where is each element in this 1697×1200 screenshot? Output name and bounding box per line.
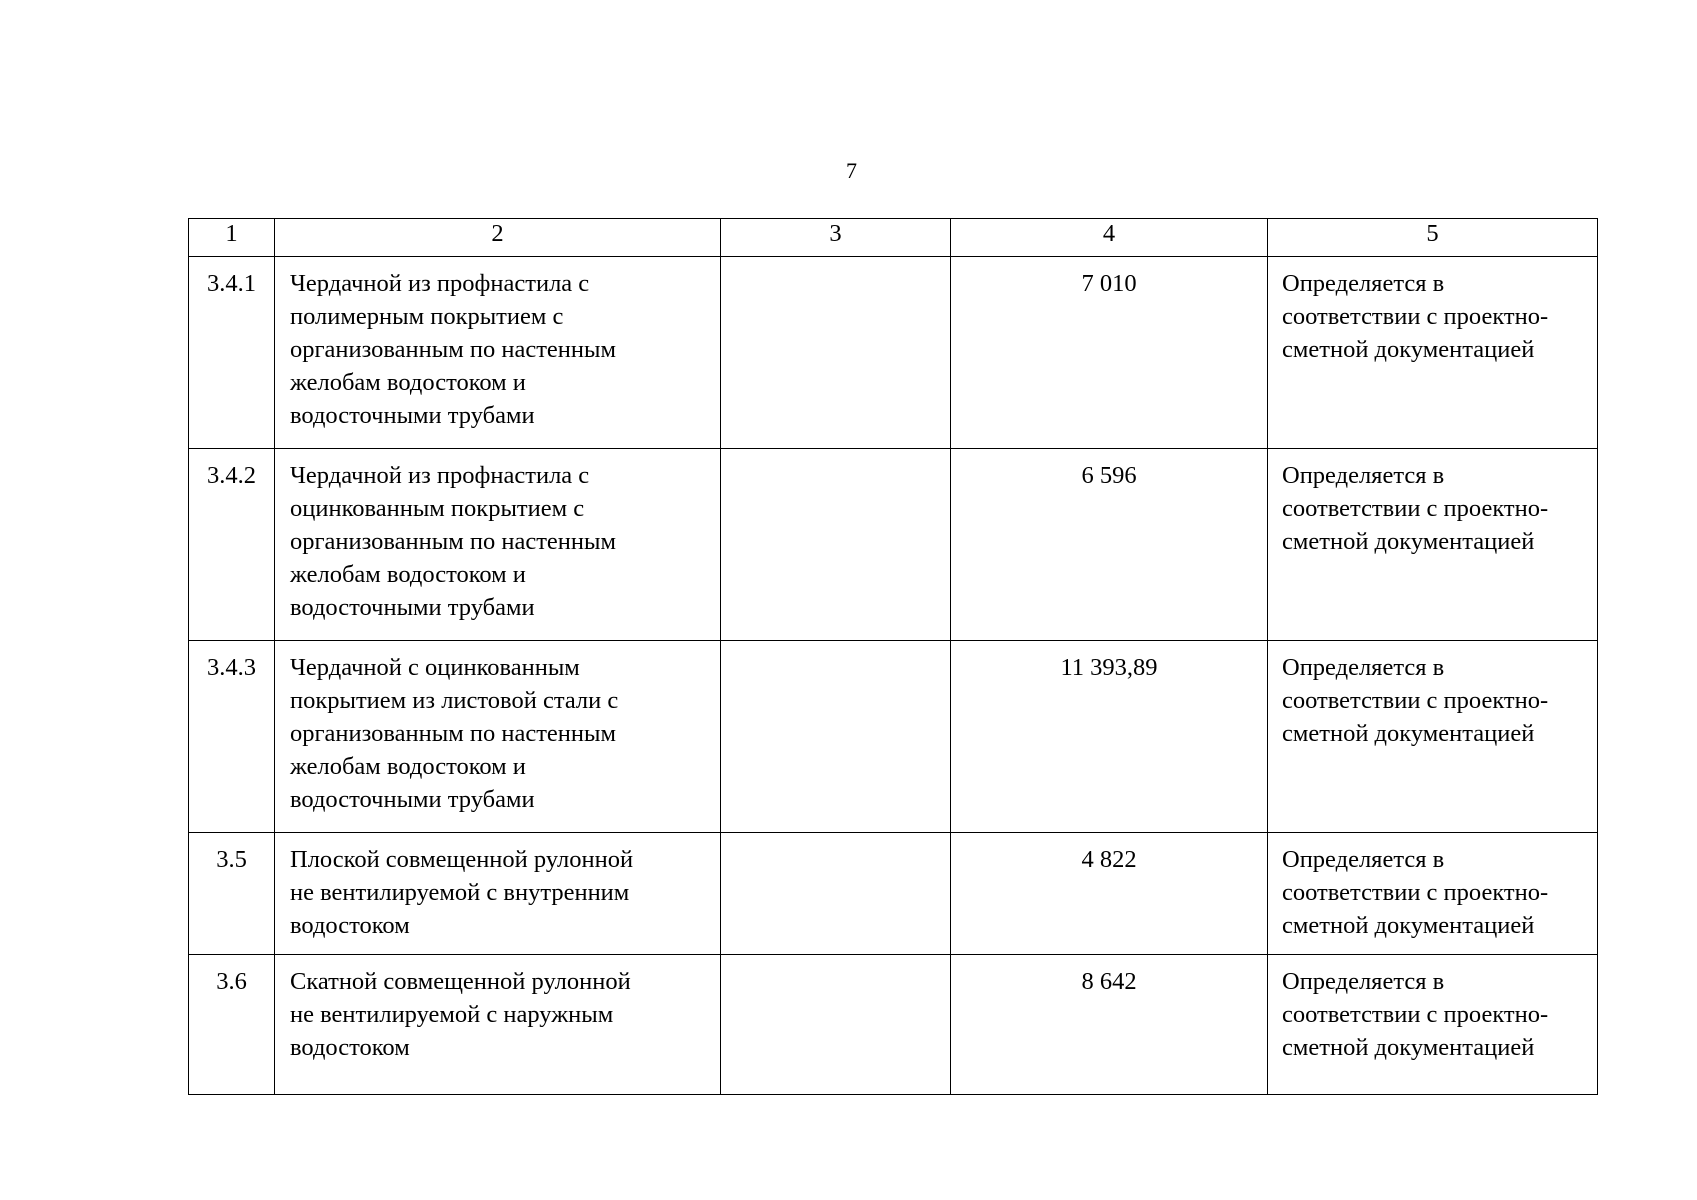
item-note [1268, 833, 1598, 955]
item-col3 [721, 641, 951, 833]
note-line: сметной документацией [1282, 1034, 1535, 1061]
item-price: 8 642 [951, 955, 1268, 1095]
table-row [189, 449, 1598, 641]
description-line: водостоком [290, 912, 410, 939]
table-header-row [189, 219, 1598, 257]
item-number: 3.4.3 [189, 641, 275, 833]
description-line: водосточными трубами [290, 786, 535, 813]
note-line: соответствии с проектно- [1282, 303, 1549, 330]
column-header-5: 5 [1268, 219, 1598, 257]
table-row [189, 955, 1598, 1095]
description-line: полимерным покрытием с [290, 303, 564, 330]
item-note [1268, 257, 1598, 449]
item-number: 3.4.1 [189, 257, 275, 449]
description-line: Чердачной из профнастила с [290, 270, 590, 297]
table-row [189, 833, 1598, 955]
column-header-4: 4 [951, 219, 1268, 257]
description-line: водосточными трубами [290, 594, 535, 621]
item-col3 [721, 955, 951, 1095]
description-line: не вентилируемой с внутренним [290, 879, 630, 906]
note-line: соответствии с проектно- [1282, 495, 1549, 522]
note-line: Определяется в [1282, 968, 1445, 995]
item-description [275, 955, 721, 1095]
note-line: сметной документацией [1282, 528, 1535, 555]
description-line: организованным по настенным [290, 720, 616, 747]
description-line: Чердачной с оцинкованным [290, 654, 580, 681]
note-line: соответствии с проектно- [1282, 687, 1549, 714]
item-price: 11 393,89 [951, 641, 1268, 833]
column-header-3: 3 [721, 219, 951, 257]
description-line: желобам водостоком и [290, 561, 526, 588]
column-header-1: 1 [189, 219, 275, 257]
item-description [275, 641, 721, 833]
item-description [275, 449, 721, 641]
note-line: Определяется в [1282, 654, 1445, 681]
description-line: оцинкованным покрытием с [290, 495, 585, 522]
description-line: Скатной совмещенной рулонной [290, 968, 631, 995]
note-line: Определяется в [1282, 846, 1445, 873]
description-line: водостоком [290, 1034, 410, 1061]
item-number: 3.5 [189, 833, 275, 955]
item-number: 3.4.2 [189, 449, 275, 641]
note-line: соответствии с проектно- [1282, 1001, 1549, 1028]
item-number: 3.6 [189, 955, 275, 1095]
description-line: желобам водостоком и [290, 369, 526, 396]
table-row [189, 257, 1598, 449]
column-header-2: 2 [275, 219, 721, 257]
description-line: не вентилируемой с наружным [290, 1001, 614, 1028]
description-line: водосточными трубами [290, 402, 535, 429]
note-line: соответствии с проектно- [1282, 879, 1549, 906]
note-line: сметной документацией [1282, 720, 1535, 747]
note-line: сметной документацией [1282, 912, 1535, 939]
roofing-price-table [188, 218, 1598, 1095]
item-note [1268, 955, 1598, 1095]
description-line: Плоской совмещенной рулонной [290, 846, 634, 873]
item-price: 6 596 [951, 449, 1268, 641]
description-line: организованным по настенным [290, 528, 616, 555]
item-col3 [721, 257, 951, 449]
item-note [1268, 449, 1598, 641]
item-col3 [721, 833, 951, 955]
description-line: желобам водостоком и [290, 753, 526, 780]
description-line: Чердачной из профнастила с [290, 462, 590, 489]
note-line: сметной документацией [1282, 336, 1535, 363]
page-number: 7 [846, 158, 857, 183]
item-description [275, 257, 721, 449]
description-line: покрытием из листовой стали с [290, 687, 619, 714]
table-row [189, 641, 1598, 833]
item-description [275, 833, 721, 955]
description-line: организованным по настенным [290, 336, 616, 363]
item-price: 4 822 [951, 833, 1268, 955]
note-line: Определяется в [1282, 462, 1445, 489]
item-col3 [721, 449, 951, 641]
item-note [1268, 641, 1598, 833]
note-line: Определяется в [1282, 270, 1445, 297]
item-price: 7 010 [951, 257, 1268, 449]
